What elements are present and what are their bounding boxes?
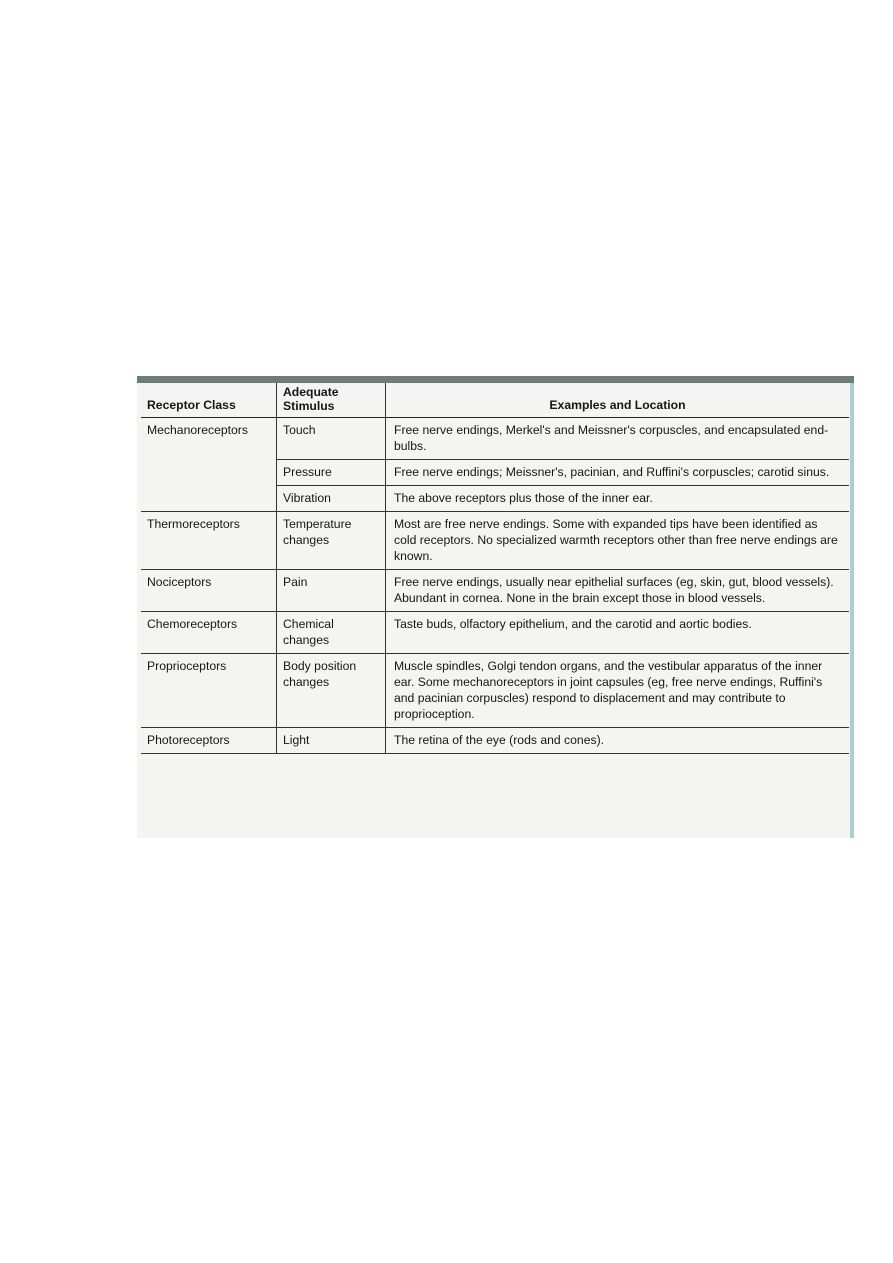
stimulus-cell: Light [277, 728, 386, 754]
stimulus-cell: Vibration [277, 486, 386, 512]
examples-cell: The above receptors plus those of the inner ear. [386, 486, 850, 512]
receptor-table [141, 383, 849, 754]
header-examples-location: Examples and Location [386, 383, 850, 418]
header-adequate-line1: Adequate [283, 385, 339, 399]
table-row [141, 570, 849, 612]
examples-cell: The retina of the eye (rods and cones). [386, 728, 850, 754]
receptor-class-cell: Photoreceptors [141, 728, 277, 754]
stimulus-cell: Touch [277, 418, 386, 460]
table-row [141, 486, 849, 512]
receptor-class-cell: Nociceptors [141, 570, 277, 612]
table-row [141, 512, 849, 570]
table-row [141, 460, 849, 486]
header-receptor-class: Receptor Class [141, 383, 277, 418]
header-adequate-line2: Stimulus [283, 399, 335, 413]
table-row [141, 728, 849, 754]
examples-cell: Free nerve endings, Merkel's and Meissner's corpuscles, and encapsulated end-bulbs. [386, 418, 850, 460]
receptor-class-cell: Thermoreceptors [141, 512, 277, 570]
scan-right-edge [850, 383, 854, 838]
table-row [141, 654, 849, 728]
examples-cell: Taste buds, olfactory epithelium, and the carotid and aortic bodies. [386, 612, 850, 654]
scan-top-border [137, 376, 854, 383]
stimulus-cell: Body position changes [277, 654, 386, 728]
stimulus-cell: Pressure [277, 460, 386, 486]
stimulus-cell: Chemical changes [277, 612, 386, 654]
table-row [141, 612, 849, 654]
table-row [141, 418, 849, 460]
examples-cell: Free nerve endings, usually near epithelial surfaces (eg, skin, gut, blood vessels). Abundant in cornea. None in the brain except those in blood vessels. [386, 570, 850, 612]
examples-cell: Muscle spindles, Golgi tendon organs, and the vestibular apparatus of the inner ear. Some mechanoreceptors in joint capsules (eg, free nerve endings, Ruffini's and pacinian corpuscles) respond to displacement and may contribute to proprioception. [386, 654, 850, 728]
receptor-class-cell [141, 486, 277, 512]
receptor-class-cell [141, 460, 277, 486]
header-adequate-stimulus [277, 383, 386, 418]
examples-cell: Free nerve endings; Meissner's, pacinian, and Ruffini's corpuscles; carotid sinus. [386, 460, 850, 486]
receptor-class-cell: Chemoreceptors [141, 612, 277, 654]
stimulus-cell: Pain [277, 570, 386, 612]
receptor-class-cell: Proprioceptors [141, 654, 277, 728]
scanned-table-image [137, 376, 854, 838]
stimulus-cell: Temperature changes [277, 512, 386, 570]
examples-cell: Most are free nerve endings. Some with expanded tips have been identified as cold receptors. No specialized warmth receptors other than free nerve endings are known. [386, 512, 850, 570]
receptor-class-cell: Mechanoreceptors [141, 418, 277, 460]
table-header-row [141, 383, 849, 418]
